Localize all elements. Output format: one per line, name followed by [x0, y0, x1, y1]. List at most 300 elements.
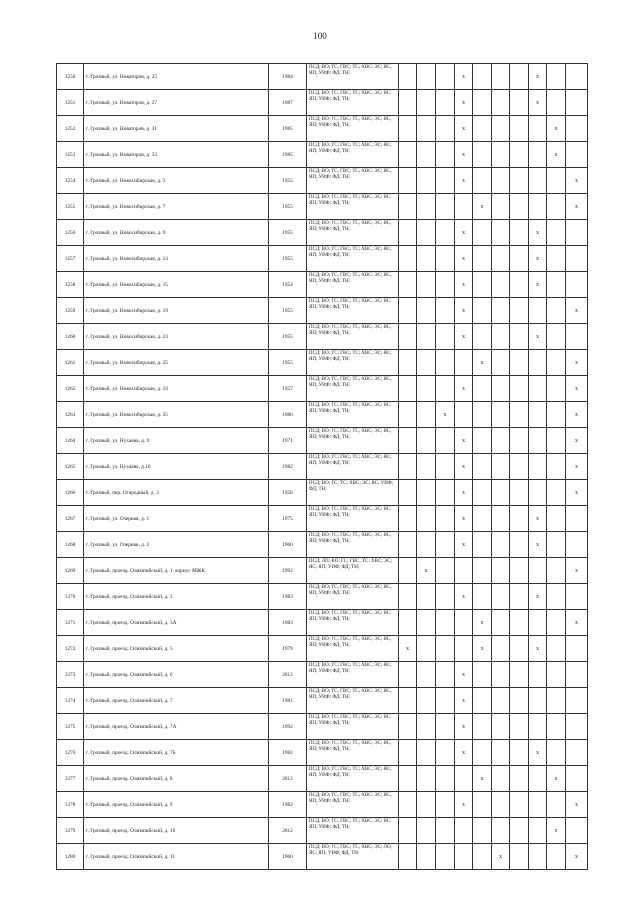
- mark-cell: [492, 792, 510, 818]
- mark-cell: [529, 454, 547, 480]
- year-cell: 1955: [269, 220, 307, 246]
- mark-cell: [417, 506, 436, 532]
- address-cell: г. Грозный, ул. Нухаева, д. 9: [84, 428, 269, 454]
- year-cell: 1960: [269, 844, 307, 870]
- mark-cell: [547, 428, 566, 454]
- mark-cell: [529, 688, 547, 714]
- mark-cell: [566, 64, 588, 90]
- mark-cell: [566, 272, 588, 298]
- mark-cell: [436, 532, 455, 558]
- row-number: 1265: [57, 454, 84, 480]
- year-cell: 2012: [269, 766, 307, 792]
- mark-cell: [473, 246, 492, 272]
- mark-cell: x: [566, 454, 588, 480]
- systems-cell: ПСД; ВО; ГС; ГВС; ТС; ХВС; ЭС; ЯС; ЯП; УИФ; ФД; ТН;: [307, 142, 399, 168]
- mark-cell: x: [455, 584, 473, 610]
- address-cell: г. Грозный, ул. Новосибирская, д. 3: [84, 168, 269, 194]
- systems-cell: ПСД; ВО; ГС; ГВС; ТС; ХВС; ЭС; ЛО; ЯС; ЯП; УИФ; ФД; ТН;: [307, 844, 399, 870]
- mark-cell: [492, 324, 510, 350]
- mark-cell: [510, 740, 529, 766]
- mark-cell: [566, 116, 588, 142]
- year-cell: 1954: [269, 272, 307, 298]
- mark-cell: [473, 714, 492, 740]
- mark-cell: [473, 168, 492, 194]
- mark-cell: x: [547, 142, 566, 168]
- mark-cell: x: [566, 480, 588, 506]
- row-number: 1270: [57, 584, 84, 610]
- mark-cell: x: [547, 766, 566, 792]
- mark-cell: [492, 90, 510, 116]
- row-number: 1252: [57, 116, 84, 142]
- year-cell: 1956: [269, 480, 307, 506]
- mark-cell: [547, 610, 566, 636]
- mark-cell: [473, 532, 492, 558]
- mark-cell: [529, 298, 547, 324]
- mark-cell: [473, 220, 492, 246]
- mark-cell: [510, 506, 529, 532]
- mark-cell: [566, 714, 588, 740]
- row-number: 1260: [57, 324, 84, 350]
- year-cell: 1971: [269, 428, 307, 454]
- mark-cell: [510, 142, 529, 168]
- mark-cell: [547, 688, 566, 714]
- mark-cell: x: [455, 376, 473, 402]
- table-row: [57, 714, 588, 740]
- row-number: 1267: [57, 506, 84, 532]
- mark-cell: [510, 792, 529, 818]
- mark-cell: x: [566, 792, 588, 818]
- mark-cell: [436, 766, 455, 792]
- table-row: [57, 376, 588, 402]
- mark-cell: [529, 194, 547, 220]
- row-number: 1258: [57, 272, 84, 298]
- mark-cell: [399, 558, 417, 584]
- mark-cell: [417, 90, 436, 116]
- mark-cell: x: [473, 194, 492, 220]
- mark-cell: [436, 324, 455, 350]
- mark-cell: [417, 116, 436, 142]
- mark-cell: [399, 220, 417, 246]
- mark-cell: [510, 220, 529, 246]
- mark-cell: x: [473, 766, 492, 792]
- row-number: 1261: [57, 350, 84, 376]
- mark-cell: [510, 688, 529, 714]
- mark-cell: [492, 558, 510, 584]
- table-row: [57, 688, 588, 714]
- mark-cell: x: [566, 428, 588, 454]
- mark-cell: [492, 662, 510, 688]
- mark-cell: x: [436, 402, 455, 428]
- mark-cell: [473, 64, 492, 90]
- mark-cell: [547, 194, 566, 220]
- mark-cell: [399, 324, 417, 350]
- mark-cell: [436, 116, 455, 142]
- mark-cell: [566, 532, 588, 558]
- systems-cell: ПСД; ВО; ГС; ГВС; ТС; ХВС; ЭС; ЯС; ЯП; УИФ; ФД; ТН;: [307, 766, 399, 792]
- mark-cell: [566, 584, 588, 610]
- mark-cell: [492, 116, 510, 142]
- mark-cell: [436, 818, 455, 844]
- mark-cell: x: [547, 818, 566, 844]
- mark-cell: [547, 454, 566, 480]
- mark-cell: [547, 220, 566, 246]
- mark-cell: [510, 662, 529, 688]
- mark-cell: [547, 168, 566, 194]
- mark-cell: [473, 272, 492, 298]
- table-row: [57, 194, 588, 220]
- table-row: [57, 844, 588, 870]
- address-cell: г. Грозный, проезд. Олимпийский, д. 3: [84, 584, 269, 610]
- mark-cell: [510, 90, 529, 116]
- systems-cell: ПСД; ВО; ГС; ГВС; ТС; ХВС; ЭС; ЯС; ЯП; УИФ; ФД; ТН;: [307, 376, 399, 402]
- systems-cell: ПСД; ВО; ГС; ГВС; ТС; ХВС; ЭС; ЯС; ЯП; УИФ; ФД; ТН;: [307, 194, 399, 220]
- row-number: 1264: [57, 428, 84, 454]
- mark-cell: [510, 428, 529, 454]
- mark-cell: x: [529, 64, 547, 90]
- address-cell: г. Грозный, пер. Огородный, д. 3: [84, 480, 269, 506]
- address-cell: г. Грозный, проезд. Олимпийский, д. 9: [84, 792, 269, 818]
- year-cell: 1955: [269, 324, 307, 350]
- systems-cell: ПСД; ВО; ГС; ГВС; ТС; ХВС; ЭС; ЯС; ЯП; УИФ; ФД; ТН;: [307, 532, 399, 558]
- building-registry-table: [56, 63, 588, 870]
- systems-cell: ПСД; ВО; ГС; ГВС; ТС; ХВС; ЭС; ЯС; ЯП; УИФ; ФД; ТН;: [307, 818, 399, 844]
- mark-cell: [417, 740, 436, 766]
- address-cell: г. Грозный, проезд. Олимпийский, д. 7Б: [84, 740, 269, 766]
- mark-cell: [436, 480, 455, 506]
- systems-cell: ПСД; ВО; ГС; ГВС; ТС; ХВС; ЭС; ЯС; ЯП; УИФ; ФД; ТН;: [307, 610, 399, 636]
- mark-cell: [510, 818, 529, 844]
- systems-cell: ПСД; ЛП; ВО; ГС; ГВС; ТС; ХВС; ЭС; ЯС; ЯП; УИФ; ФД; ТН;: [307, 558, 399, 584]
- mark-cell: [417, 64, 436, 90]
- mark-cell: [529, 844, 547, 870]
- year-cell: 1987: [269, 90, 307, 116]
- mark-cell: [436, 714, 455, 740]
- mark-cell: [436, 90, 455, 116]
- mark-cell: [455, 610, 473, 636]
- mark-cell: [529, 116, 547, 142]
- systems-cell: ПСД; ВО; ГС; ГВС; ТС; ХВС; ЭС; ЯС; ЯП; УИФ; ФД; ТН;: [307, 662, 399, 688]
- table-row: [57, 428, 588, 454]
- mark-cell: x: [547, 116, 566, 142]
- page-number: 100: [313, 31, 327, 41]
- systems-cell: ПСД; ВО; ГС; ГВС; ТС; ХВС; ЭС; ЯС; ЯП; УИФ; ФД; ТН;: [307, 298, 399, 324]
- mark-cell: x: [566, 402, 588, 428]
- table-row: [57, 324, 588, 350]
- mark-cell: [436, 740, 455, 766]
- mark-cell: [417, 168, 436, 194]
- systems-cell: ПСД; ВО; ГС; ГВС; ТС; ХВС; ЭС; ЯС; ЯП; УИФ; ФД; ТН;: [307, 64, 399, 90]
- mark-cell: [417, 584, 436, 610]
- mark-cell: x: [455, 246, 473, 272]
- mark-cell: [436, 376, 455, 402]
- address-cell: г. Грозный, ул. Новосибирская, д. 19: [84, 298, 269, 324]
- mark-cell: [547, 584, 566, 610]
- year-cell: 1955: [269, 246, 307, 272]
- year-cell: 1982: [269, 740, 307, 766]
- mark-cell: [399, 714, 417, 740]
- mark-cell: [492, 506, 510, 532]
- mark-cell: [455, 818, 473, 844]
- mark-cell: x: [529, 584, 547, 610]
- mark-cell: [436, 454, 455, 480]
- systems-cell: ПСД; ВО; ГС; ГВС; ТС; ХВС; ЭС; ЯС; ЯП; УИФ; ФД; ТН;: [307, 402, 399, 428]
- mark-cell: [436, 792, 455, 818]
- mark-cell: [566, 688, 588, 714]
- table-row: [57, 350, 588, 376]
- mark-cell: [473, 688, 492, 714]
- mark-cell: [510, 116, 529, 142]
- mark-cell: x: [455, 662, 473, 688]
- row-number: 1275: [57, 714, 84, 740]
- address-cell: г. Грозный, проезд. Олимпийский, д. 3А: [84, 610, 269, 636]
- mark-cell: x: [566, 844, 588, 870]
- mark-cell: x: [455, 64, 473, 90]
- mark-cell: [510, 298, 529, 324]
- mark-cell: [492, 454, 510, 480]
- systems-cell: ПСД; ВО; ГС; ГВС; ТС; ХВС; ЭС; ЯС; ЯП; УИФ; ФД; ТН;: [307, 90, 399, 116]
- mark-cell: [492, 142, 510, 168]
- mark-cell: [510, 558, 529, 584]
- mark-cell: [566, 740, 588, 766]
- mark-cell: [473, 480, 492, 506]
- mark-cell: [473, 558, 492, 584]
- mark-cell: [399, 480, 417, 506]
- mark-cell: [455, 402, 473, 428]
- year-cell: 1983: [269, 610, 307, 636]
- row-number: 1263: [57, 402, 84, 428]
- mark-cell: x: [417, 558, 436, 584]
- mark-cell: [566, 142, 588, 168]
- address-cell: г. Грозный, ул. Новосибирская, д. 35: [84, 402, 269, 428]
- mark-cell: [436, 584, 455, 610]
- address-cell: г. Грозный, ул. Новаторов, д. 27: [84, 90, 269, 116]
- year-cell: 1975: [269, 506, 307, 532]
- mark-cell: [399, 740, 417, 766]
- mark-cell: [492, 818, 510, 844]
- mark-cell: [399, 168, 417, 194]
- mark-cell: [455, 636, 473, 662]
- year-cell: 1979: [269, 636, 307, 662]
- table-row: [57, 532, 588, 558]
- mark-cell: [529, 142, 547, 168]
- mark-cell: [399, 584, 417, 610]
- mark-cell: [510, 532, 529, 558]
- table-row: [57, 220, 588, 246]
- row-number: 1266: [57, 480, 84, 506]
- mark-cell: [399, 844, 417, 870]
- mark-cell: [510, 844, 529, 870]
- systems-cell: ПСД; ВО; ГС; ГВС; ТС; ХВС; ЭС; ЯС; ЯП; УИФ; ФД; ТН;: [307, 714, 399, 740]
- mark-cell: [473, 402, 492, 428]
- mark-cell: x: [455, 220, 473, 246]
- mark-cell: x: [529, 220, 547, 246]
- table-row: [57, 454, 588, 480]
- table-row: [57, 740, 588, 766]
- address-cell: г. Грозный, ул. Новосибирская, д. 23: [84, 324, 269, 350]
- address-cell: г. Грозный, проезд. Олимпийский, д. 1, корпус МЖК: [84, 558, 269, 584]
- row-number: 1276: [57, 740, 84, 766]
- mark-cell: [510, 610, 529, 636]
- systems-cell: ПСД; ВО; ГС; ГВС; ТС; ХВС; ЭС; ЯС; ЯП; УИФ; ФД; ТН;: [307, 584, 399, 610]
- address-cell: г. Грозный, ул. Новаторов, д. 31: [84, 116, 269, 142]
- mark-cell: [417, 246, 436, 272]
- mark-cell: [399, 298, 417, 324]
- row-number: 1251: [57, 90, 84, 116]
- mark-cell: [529, 792, 547, 818]
- row-number: 1254: [57, 168, 84, 194]
- mark-cell: [547, 506, 566, 532]
- mark-cell: [399, 90, 417, 116]
- year-cell: 1982: [269, 792, 307, 818]
- row-number: 1253: [57, 142, 84, 168]
- address-cell: г. Грозный, ул. Новаторов, д. 33: [84, 142, 269, 168]
- mark-cell: [566, 90, 588, 116]
- mark-cell: x: [529, 740, 547, 766]
- mark-cell: x: [455, 90, 473, 116]
- mark-cell: [529, 428, 547, 454]
- mark-cell: x: [529, 636, 547, 662]
- mark-cell: [417, 688, 436, 714]
- mark-cell: [417, 714, 436, 740]
- address-cell: г. Грозный, проезд. Олимпийский, д. 5: [84, 636, 269, 662]
- row-number: 1273: [57, 662, 84, 688]
- mark-cell: [399, 818, 417, 844]
- mark-cell: [473, 740, 492, 766]
- row-number: 1269: [57, 558, 84, 584]
- mark-cell: [566, 246, 588, 272]
- mark-cell: [510, 324, 529, 350]
- year-cell: 1992: [269, 558, 307, 584]
- mark-cell: [547, 844, 566, 870]
- mark-cell: [399, 116, 417, 142]
- address-cell: г. Грозный, ул. Новаторов, д. 25: [84, 64, 269, 90]
- mark-cell: [455, 194, 473, 220]
- year-cell: 1985: [269, 116, 307, 142]
- mark-cell: [566, 636, 588, 662]
- mark-cell: [492, 350, 510, 376]
- mark-cell: [399, 142, 417, 168]
- row-number: 1278: [57, 792, 84, 818]
- mark-cell: [492, 272, 510, 298]
- mark-cell: [473, 324, 492, 350]
- mark-cell: [510, 454, 529, 480]
- table-row: [57, 168, 588, 194]
- mark-cell: [417, 194, 436, 220]
- table-row: [57, 610, 588, 636]
- mark-cell: [510, 584, 529, 610]
- row-number: 1256: [57, 220, 84, 246]
- mark-cell: [399, 376, 417, 402]
- mark-cell: [399, 350, 417, 376]
- mark-cell: [417, 428, 436, 454]
- mark-cell: [455, 844, 473, 870]
- mark-cell: x: [566, 298, 588, 324]
- table-row: [57, 584, 588, 610]
- mark-cell: [399, 194, 417, 220]
- address-cell: г. Грозный, ул. Озерная, д. 1: [84, 506, 269, 532]
- mark-cell: [492, 584, 510, 610]
- mark-cell: [417, 792, 436, 818]
- mark-cell: [473, 298, 492, 324]
- mark-cell: [566, 506, 588, 532]
- mark-cell: [492, 64, 510, 90]
- mark-cell: [436, 298, 455, 324]
- mark-cell: x: [566, 194, 588, 220]
- address-cell: г. Грозный, ул. Озерная, д. 2: [84, 532, 269, 558]
- systems-cell: ПСД; ВО; ГС; ГВС; ТС; ХВС; ЭС; ЯС; ЯП; УИФ; ФД; ТН;: [307, 350, 399, 376]
- mark-cell: [436, 688, 455, 714]
- mark-cell: [547, 298, 566, 324]
- mark-cell: x: [455, 298, 473, 324]
- mark-cell: [473, 818, 492, 844]
- table-row: [57, 402, 588, 428]
- mark-cell: [510, 350, 529, 376]
- mark-cell: x: [455, 324, 473, 350]
- mark-cell: [547, 740, 566, 766]
- mark-cell: [473, 428, 492, 454]
- mark-cell: [417, 220, 436, 246]
- mark-cell: [492, 220, 510, 246]
- systems-cell: ПСД; ВО; ГС; ГВС; ТС; ХВС; ЭС; ЯС; ЯП; УИФ; ФД; ТН;: [307, 116, 399, 142]
- mark-cell: [436, 558, 455, 584]
- row-number: 1280: [57, 844, 84, 870]
- address-cell: г. Грозный, проезд. Олимпийский, д. 8: [84, 766, 269, 792]
- mark-cell: [455, 350, 473, 376]
- table-row: [57, 116, 588, 142]
- mark-cell: [566, 662, 588, 688]
- mark-cell: [436, 350, 455, 376]
- mark-cell: [492, 246, 510, 272]
- mark-cell: [399, 272, 417, 298]
- row-number: 1259: [57, 298, 84, 324]
- table-row: [57, 766, 588, 792]
- year-cell: 1981: [269, 688, 307, 714]
- mark-cell: [566, 220, 588, 246]
- row-number: 1262: [57, 376, 84, 402]
- year-cell: 1955: [269, 350, 307, 376]
- mark-cell: [492, 714, 510, 740]
- mark-cell: [417, 402, 436, 428]
- mark-cell: [417, 636, 436, 662]
- mark-cell: [455, 766, 473, 792]
- mark-cell: x: [455, 454, 473, 480]
- mark-cell: [436, 246, 455, 272]
- mark-cell: [529, 766, 547, 792]
- row-number: 1268: [57, 532, 84, 558]
- mark-cell: [473, 116, 492, 142]
- systems-cell: ПСД; ВО; ГС; ГВС; ТС; ХВС; ЭС; ЯС; ЯП; УИФ; ФД; ТН;: [307, 220, 399, 246]
- table-row: [57, 298, 588, 324]
- mark-cell: [510, 168, 529, 194]
- mark-cell: [417, 818, 436, 844]
- mark-cell: x: [566, 558, 588, 584]
- mark-cell: [417, 376, 436, 402]
- year-cell: 1985: [269, 142, 307, 168]
- mark-cell: [492, 428, 510, 454]
- row-number: 1277: [57, 766, 84, 792]
- mark-cell: [510, 480, 529, 506]
- year-cell: 1983: [269, 584, 307, 610]
- mark-cell: [510, 246, 529, 272]
- mark-cell: [547, 90, 566, 116]
- mark-cell: [417, 480, 436, 506]
- mark-cell: x: [399, 636, 417, 662]
- mark-cell: [399, 532, 417, 558]
- address-cell: г. Грозный, ул. Новосибирская, д. 25: [84, 350, 269, 376]
- mark-cell: [399, 792, 417, 818]
- mark-cell: x: [455, 532, 473, 558]
- mark-cell: x: [455, 740, 473, 766]
